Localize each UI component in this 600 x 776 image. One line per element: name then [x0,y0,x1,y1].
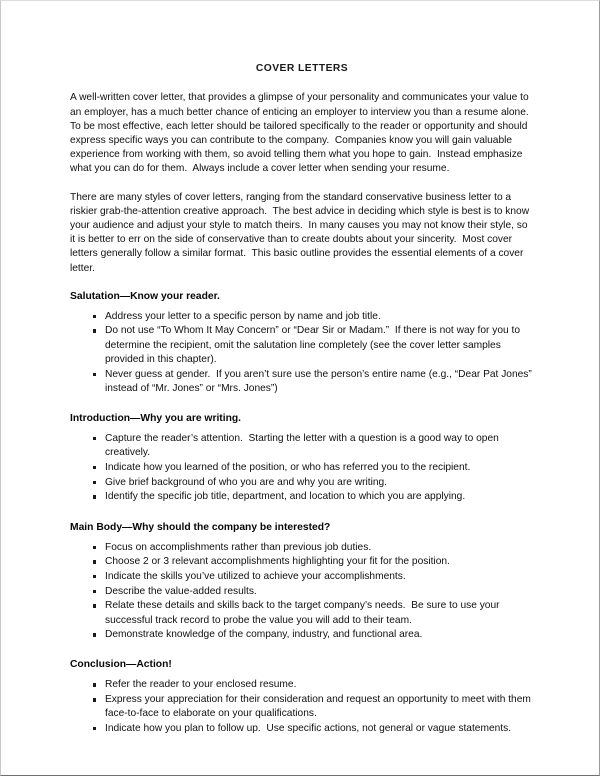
document-section [70,521,534,643]
section-heading: Introduction—Why you are writing. [70,413,242,424]
list-item [70,693,534,721]
square-bullet-icon [93,315,96,318]
intro-paragraphs [70,91,534,275]
document-section [70,290,534,396]
list-item [70,555,534,569]
list-item [70,722,534,736]
page-title: COVER LETTERS [255,63,349,74]
list-item-label: Choose 2 or 3 relevant accomplishments highlighting your fit for the position. [105,556,450,568]
bullet-list [70,678,534,736]
list-item [70,585,534,599]
list-item-label: Describe the value-added results. [105,585,257,597]
section-heading: Salutation—Know your reader. [70,290,220,302]
square-bullet-icon [93,633,96,636]
list-item-label: Give brief background of who you are and why you are writing. [105,476,388,488]
square-bullet-icon [93,698,96,701]
section-heading: Main Body—Why should the company be interested? [70,521,331,533]
list-item-label: Relate these details and skills back to the target company’s needs. Be sure to use your successful track record to probe the value you will add to their team. [105,600,503,626]
square-bullet-icon [93,575,96,578]
square-bullet-icon [93,604,96,607]
list-item-label: Do not use “To Whom It May Concern” or “Dear Sir or Madam.” If there is not way for you to determine the recipient, omit the salutation line completely (see the cover letter samples provided in this chapter). [105,325,523,365]
list-item-label: Address your letter to a specific person by name and job title. [105,310,381,322]
list-item [70,368,534,396]
square-bullet-icon [93,329,96,332]
list-item [70,432,534,460]
square-bullet-icon [93,466,96,469]
square-bullet-icon [93,683,96,686]
list-item-label: Never guess at gender. If you aren’t sure use the person’s entire name (e.g., “Dear Pat Jones” instead of “Mr. Jones” or “Mrs. Jones”) [105,368,535,394]
list-item-label: Capture the reader’s attention. Starting the letter with a question is a good way to open creatively. [105,433,502,459]
list-item [70,678,534,692]
list-item-label: Indicate the skills you’ve utilized to achieve your accomplishments. [105,570,406,582]
list-item [70,541,534,555]
list-item [70,628,534,642]
list-item-label: Express your appreciation for their consideration and request an opportunity to meet with them face-to-face to elaborate on your qualifications. [105,694,534,720]
list-item [70,490,534,504]
section-heading: Conclusion—Action! [70,659,172,671]
list-item-label: Indicate how you learned of the position, or who has referred you to the recipient. [105,461,471,473]
list-item [70,324,534,367]
list-item-label: Focus on accomplishments rather than previous job duties. [105,541,372,553]
list-item-label: Refer the reader to your enclosed resume. [105,679,297,691]
list-item [70,476,534,490]
square-bullet-icon [93,373,96,376]
list-item-label: Demonstrate knowledge of the company, industry, and functional area. [105,629,423,641]
list-item [70,599,534,627]
bullet-list [70,432,534,505]
square-bullet-icon [93,560,96,563]
square-bullet-icon [93,590,96,593]
square-bullet-icon [93,495,96,498]
body-paragraph: There are many styles of cover letters, ranging from the standard conservative business letter to a riskier grab-the-attention creative approach. The best advice in deciding which style is best is to know your audience and adjust your style to match theirs. In many causes you may not know their style, so it is better to err on the side of conservative than to create doubts about your sincerity. Most cover letters generally follow a similar format. This basic outline provides the essential elements of a cover letter. [70,191,532,274]
square-bullet-icon [93,481,96,484]
sections-container [70,290,534,736]
list-item [70,461,534,475]
list-item [70,310,534,324]
document-section [70,412,534,505]
list-item-label: Indicate how you plan to follow up. Use specific actions, not general or vague statements. [105,723,512,735]
document-section [70,658,534,736]
list-item-label: Identify the specific job title, department, and location to which you are applying. [105,491,466,503]
body-paragraph: A well-written cover letter, that provides a glimpse of your personality and communicates your value to an employer, has a much better chance of enticing an employer to interview you than a resume alone. To be most effective, each letter should be tailored specifically to the reader or opportunity and should express specific ways you can contribute to the company. Companies know you will gain valuable experience from working with them, so avoid telling them what you hope to gain. Instead emphasize what you can do for them. Always include a cover letter when sending your resume. [70,92,535,175]
list-item [70,570,534,584]
square-bullet-icon [93,727,96,730]
square-bullet-icon [93,437,96,440]
bullet-list [70,310,534,396]
square-bullet-icon [93,546,96,549]
bullet-list [70,541,534,643]
document-content [70,63,534,740]
